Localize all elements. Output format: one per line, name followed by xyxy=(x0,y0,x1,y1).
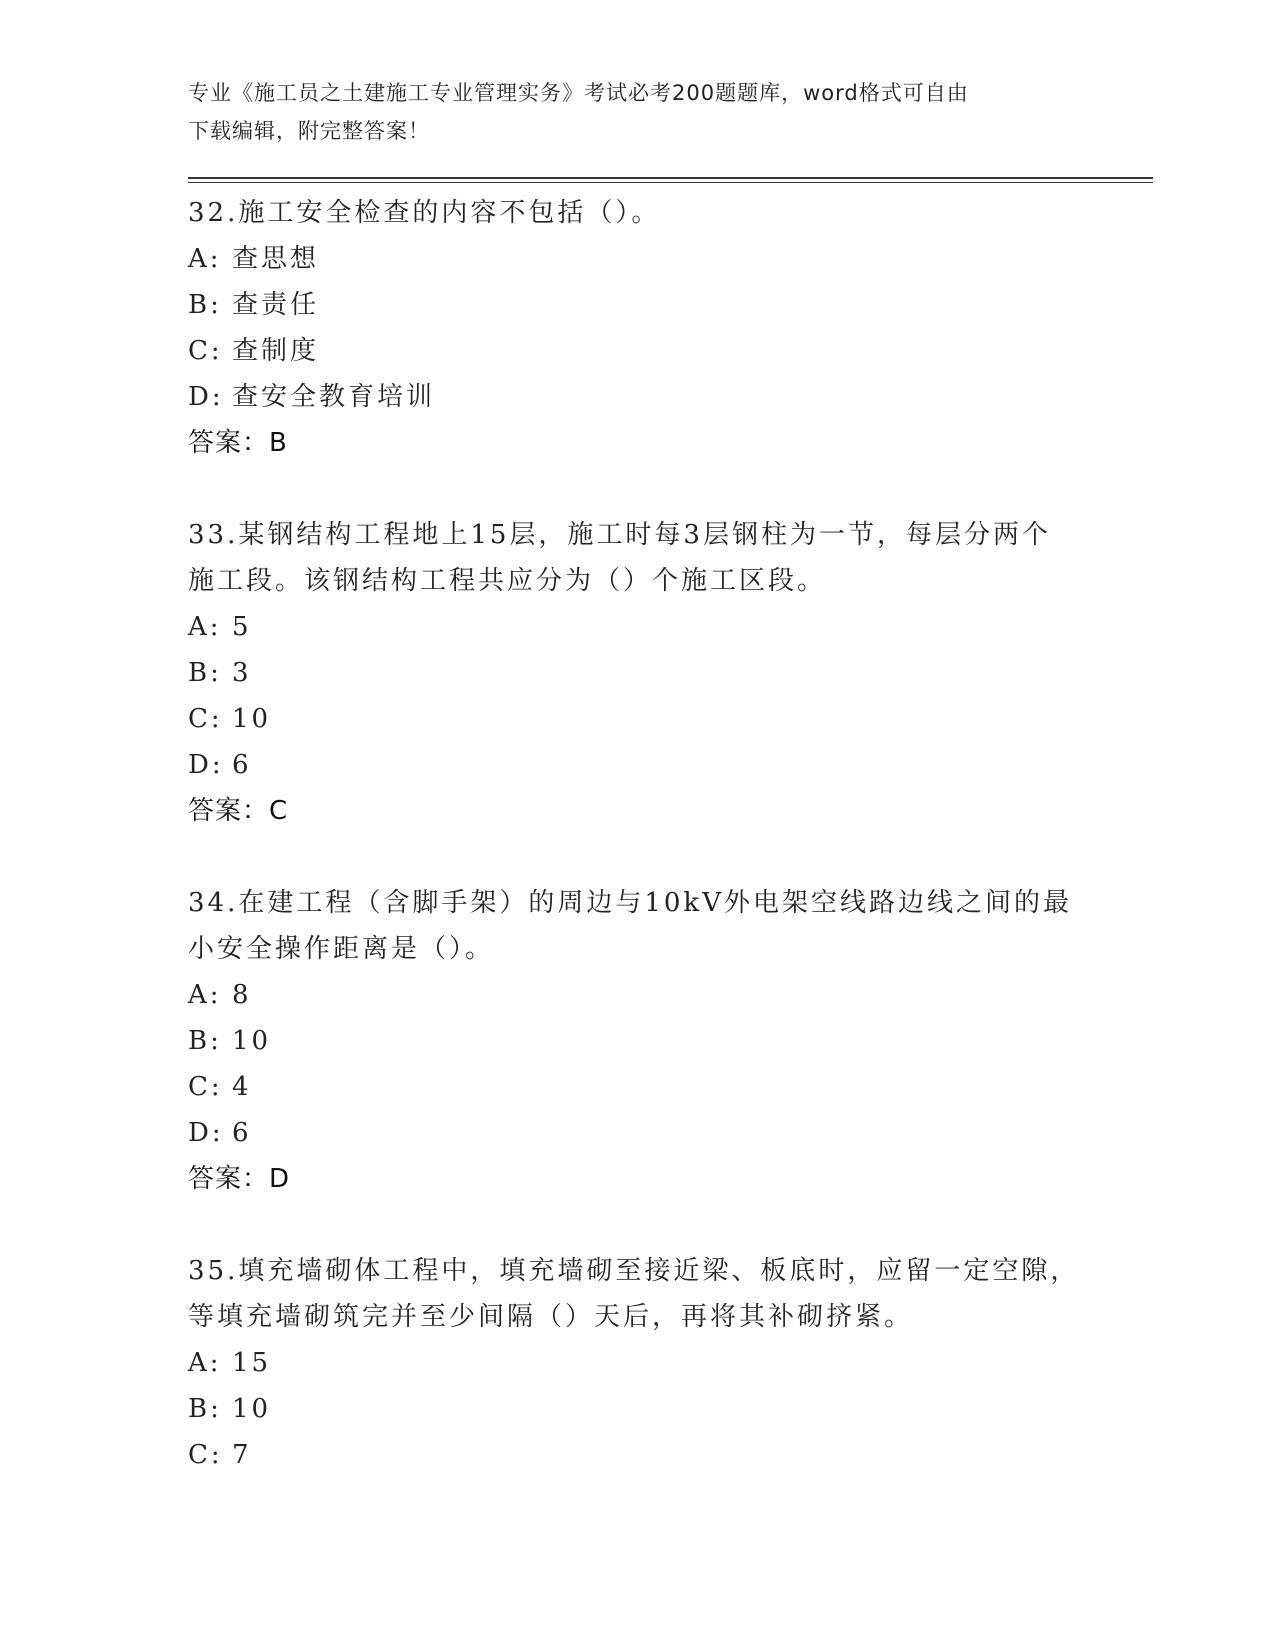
question-33 xyxy=(188,512,1088,834)
option-text: 6 xyxy=(232,750,252,780)
option-text: 3 xyxy=(232,658,252,688)
option-a xyxy=(188,604,1088,650)
option-letter: A: xyxy=(188,612,222,642)
option-letter: D: xyxy=(188,750,224,780)
option-letter: A: xyxy=(188,980,222,1010)
question-stem: 34.在建工程（含脚手架）的周边与10kV外电架空线路边线之间的最 小安全操作距离是（）。 xyxy=(188,888,1072,964)
option-letter: B: xyxy=(188,290,222,320)
option-text: 10 xyxy=(232,704,272,734)
option-letter: B: xyxy=(188,658,222,688)
answer-line: 答案：B xyxy=(188,428,288,458)
question-34 xyxy=(188,880,1088,1202)
option-letter: C: xyxy=(188,704,223,734)
option-d xyxy=(188,374,1088,420)
option-c xyxy=(188,1064,1088,1110)
option-b xyxy=(188,1386,1088,1432)
option-text: 查安全教育培训 xyxy=(232,382,436,412)
question-32 xyxy=(188,190,1088,466)
option-letter: C: xyxy=(188,1440,223,1470)
option-letter: A: xyxy=(188,244,222,274)
option-b xyxy=(188,1018,1088,1064)
option-text: 8 xyxy=(232,980,252,1010)
answer-line: 答案：D xyxy=(188,1164,291,1194)
option-letter: B: xyxy=(188,1394,222,1424)
option-text: 5 xyxy=(232,612,252,642)
header-divider-thick xyxy=(188,177,1153,179)
question-stem: 35.填充墙砌体工程中，填充墙砌至接近梁、板底时，应留一定空隙， 等填充墙砌筑完并至少间隔（）天后，再将其补砌挤紧。 xyxy=(188,1256,1080,1332)
question-stem: 33.某钢结构工程地上15层，施工时每3层钢柱为一节，每层分两个 施工段。该钢结构工程共应分为（）个施工区段。 xyxy=(188,520,1051,596)
header-line-2: 下载编辑，附完整答案！ xyxy=(188,119,430,143)
option-text: 10 xyxy=(232,1026,272,1056)
option-letter: D: xyxy=(188,1118,224,1148)
option-a xyxy=(188,972,1088,1018)
option-d xyxy=(188,742,1088,788)
option-c xyxy=(188,328,1088,374)
option-text: 查制度 xyxy=(232,336,320,366)
question-list xyxy=(188,190,1088,1524)
option-text: 查责任 xyxy=(232,290,320,320)
document-header xyxy=(188,74,1088,150)
option-c xyxy=(188,696,1088,742)
option-d xyxy=(188,1110,1088,1156)
question-stem: 32.施工安全检查的内容不包括（）。 xyxy=(188,198,661,228)
option-text: 10 xyxy=(232,1394,272,1424)
option-a xyxy=(188,236,1088,282)
option-text: 6 xyxy=(232,1118,252,1148)
option-b xyxy=(188,650,1088,696)
option-letter: D: xyxy=(188,382,224,412)
header-divider-thin xyxy=(188,182,1153,183)
option-letter: B: xyxy=(188,1026,222,1056)
option-letter: C: xyxy=(188,336,223,366)
option-letter: C: xyxy=(188,1072,223,1102)
option-a xyxy=(188,1340,1088,1386)
option-c xyxy=(188,1432,1088,1478)
option-text: 7 xyxy=(232,1440,252,1470)
header-line-1: 专业《施工员之土建施工专业管理实务》考试必考200题题库，word格式可自由 xyxy=(188,81,969,105)
option-b xyxy=(188,282,1088,328)
option-text: 查思想 xyxy=(232,244,320,274)
option-text: 4 xyxy=(232,1072,252,1102)
question-35 xyxy=(188,1248,1088,1478)
option-letter: A: xyxy=(188,1348,222,1378)
answer-line: 答案：C xyxy=(188,796,289,826)
option-text: 15 xyxy=(232,1348,272,1378)
